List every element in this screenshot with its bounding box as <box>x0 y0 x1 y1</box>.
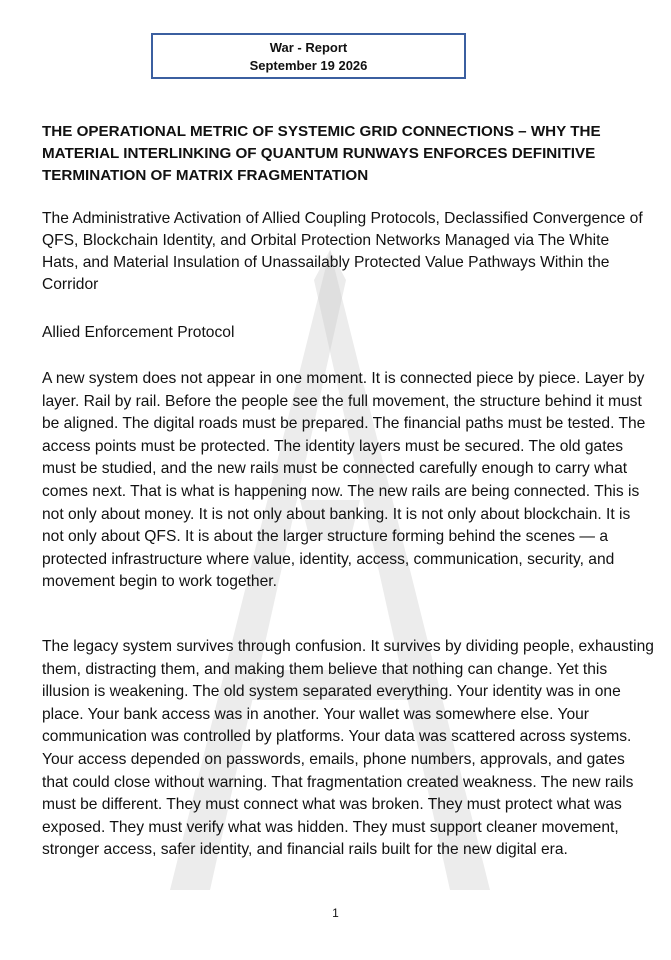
headline: THE OPERATIONAL METRIC OF SYSTEMIC GRID CONNECTIONS – WHY THE MATERIAL INTERLINKING OF QUANTUM RUNWAYS ENFORCES DEFINITIVE TERMINATION OF MATRIX FRAGMENTATION <box>42 123 601 184</box>
report-title: War - Report <box>269 40 348 55</box>
report-date: September 19 2026 <box>249 58 368 73</box>
page-number: 1 <box>332 906 339 920</box>
report-header-box <box>151 33 466 79</box>
body-paragraph-2: The legacy system survives through confusion. It survives by dividing people, exhausting them, distracting them, and making them believe that nothing can change. Yet this illusion is weakening. The old system separated everything. Your identity was in one place. Your bank access was in another. Your wallet was somewhere else. Your communication was controlled by platforms. Your data was scattered across systems. Your access depended on passwords, emails, phone numbers, approvals, and gates that could close without warning. That fragmentation created weakness. The new rails must be different. They must connect what was broken. They must protect what was exposed. They must verify what was hidden. They must support cleaner movement, stronger access, safer identity, and financial rails built for the new digital era. <box>42 638 654 859</box>
section-label: Allied Enforcement Protocol <box>42 324 235 341</box>
subtitle: The Administrative Activation of Allied Coupling Protocols, Declassified Convergence of QFS, Blockchain Identity, and Orbital Protection Networks Managed via The White Hats, and Material Insulation of Unassailably Protected Value Pathways Within the Corridor <box>42 210 643 293</box>
body-paragraph-1: A new system does not appear in one moment. It is connected piece by piece. Layer by layer. Rail by rail. Before the people see the full movement, the structure behind it must be aligned. The digital roads must be prepared. The financial paths must be tested. The access points must be protected. The identity layers must be secured. The old gates must be studied, and the new rails must be connected carefully enough to carry what comes next. That is what is happening now. The new rails are being connected. This is not only about money. It is not only about banking. It is not only about blockchain. It is not only about QFS. It is about the larger structure forming behind the scenes — a protected infrastructure where value, identity, access, communication, security, and movement begin to work together. <box>42 370 646 591</box>
